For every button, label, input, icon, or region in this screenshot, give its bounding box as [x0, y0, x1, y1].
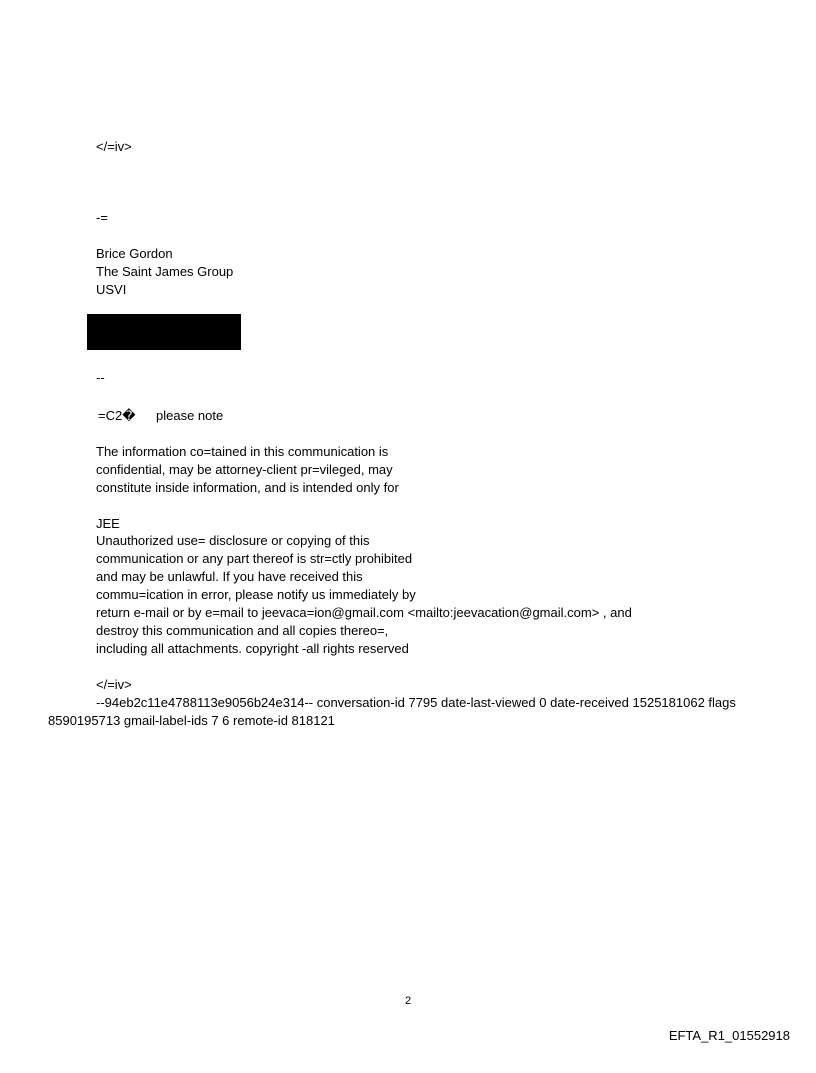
metadata-line: --94eb2c11e4788113e9056b24e314-- conversation-id 7795 date-last-viewed 0 date-received 1525181062 flags — [96, 695, 736, 710]
document-id: EFTA_R1_01552918 — [668, 1028, 790, 1043]
signature-company: The Saint James Group — [96, 264, 234, 279]
signature-location: USVI — [96, 282, 127, 297]
unauthorized-line: and may be unlawful. If you have received this — [96, 569, 363, 584]
page-number: 2 — [404, 995, 412, 1007]
separator-dashes: -- — [96, 370, 105, 385]
div-close-tag-top: </=iv> — [96, 139, 132, 154]
metadata-line: 8590195713 gmail-label-ids 7 6 remote-id 818121 — [48, 713, 335, 728]
redaction-box — [87, 314, 241, 350]
disclaimer-line: confidential, may be attorney-client pr=vileged, may — [96, 462, 393, 477]
separator-equals: -= — [96, 210, 108, 225]
disclaimer-line: constitute inside information, and is intended only for — [96, 480, 399, 495]
unauthorized-line: Unauthorized use= disclosure or copying of this — [96, 533, 370, 548]
disclaimer-line: The information co=tained in this communication is — [96, 444, 389, 459]
unauthorized-line: commu=ication in error, please notify us immediately by — [96, 587, 416, 602]
unauthorized-line: return e-mail or by e=mail to jeevaca=ion@gmail.com <mailto:jeevacation@gmail.com> , and — [96, 605, 632, 620]
unauthorized-line: including all attachments. copyright -all rights reserved — [96, 641, 409, 656]
recipient-tag: JEE — [96, 516, 120, 531]
unauthorized-line: destroy this communication and all copies thereo=, — [96, 623, 389, 638]
note-prefix: =C2� — [98, 408, 136, 423]
div-close-tag-bottom: </=iv> — [96, 677, 132, 692]
signature-name: Brice Gordon — [96, 246, 173, 261]
unauthorized-line: communication or any part thereof is str=ctly prohibited — [96, 551, 413, 566]
note-label: please note — [156, 408, 224, 423]
